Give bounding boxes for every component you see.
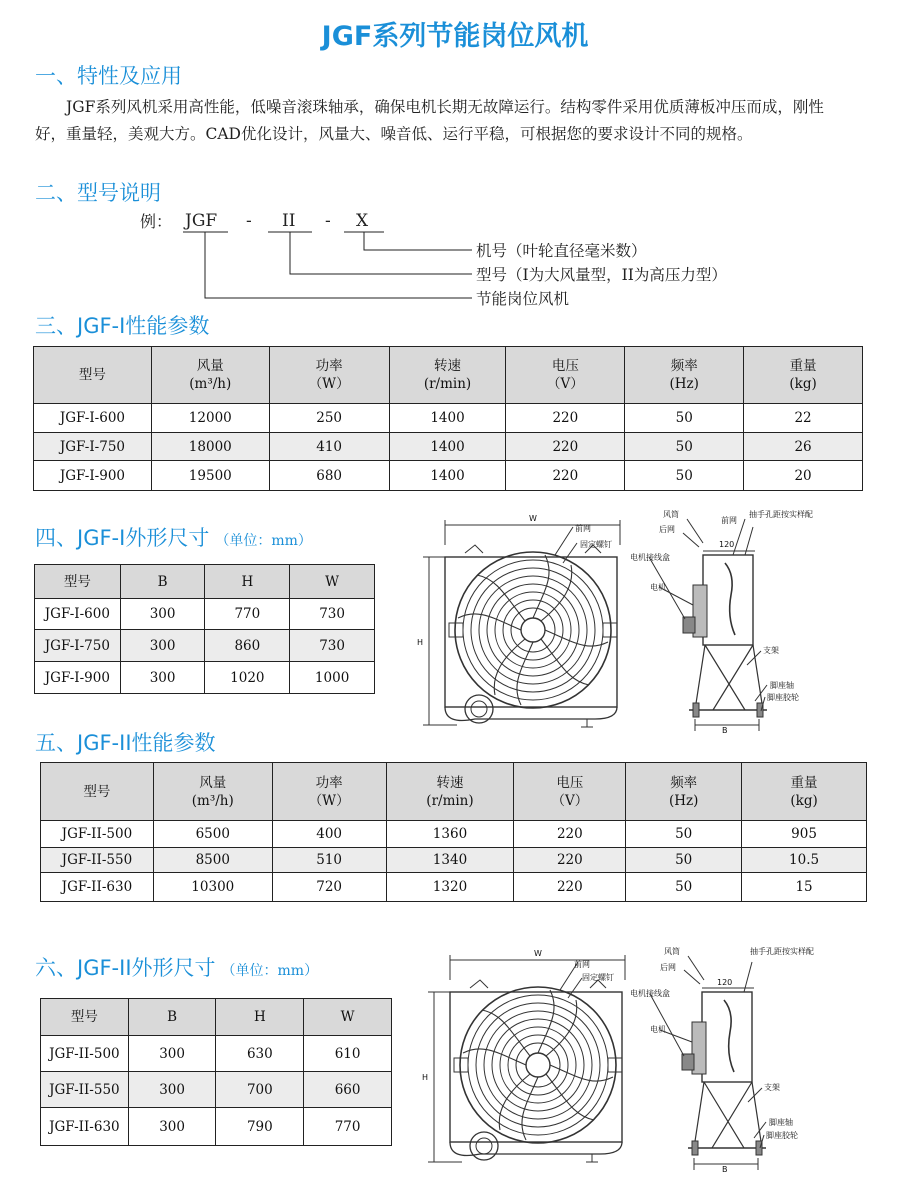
wheel — [470, 1132, 498, 1160]
table-cell: 730 — [290, 630, 375, 662]
table-cell: 300 — [120, 630, 205, 662]
label-b: B — [722, 726, 728, 735]
table-cell: 50 — [626, 821, 742, 848]
header-cell: 重量 (kg) — [744, 347, 863, 404]
leader-fixing-screw — [563, 543, 577, 563]
table-cell: 770 — [205, 599, 290, 630]
explanation-series: 节能岗位风机 — [476, 290, 570, 308]
table-cell: JGF-II-500 — [41, 821, 154, 848]
clamp-right — [603, 623, 617, 637]
jgf1-performance-table — [33, 346, 863, 491]
hub — [521, 618, 545, 642]
table-cell: 300 — [128, 1072, 216, 1108]
stand-legs — [694, 1082, 762, 1148]
code-part-type: II — [282, 211, 296, 231]
leader-size — [364, 232, 472, 250]
label-handle-note: 抽手孔距按实样配 — [749, 510, 813, 519]
table-cell: 22 — [744, 404, 863, 433]
table-cell: 510 — [272, 848, 386, 873]
section-heading-features: 一、特性及应用 — [35, 64, 182, 88]
table-cell: JGF-II-500 — [41, 1036, 129, 1072]
section-heading-jgf1-performance: 三、JGF-I性能参数 — [35, 314, 210, 338]
table-cell: 18000 — [151, 433, 269, 461]
table-cell: 20 — [744, 461, 863, 491]
label-front-grill: 前网 — [574, 960, 590, 969]
table-cell: 50 — [625, 461, 744, 491]
header-cell: 型号 — [41, 763, 154, 821]
table-cell: 1400 — [389, 404, 506, 433]
header-cell: 电压 （V） — [506, 347, 625, 404]
section-heading-jgf1-dimensions — [35, 522, 312, 552]
clamp-left — [449, 623, 463, 637]
blades — [463, 990, 613, 1140]
header-cell: 频率 (Hz) — [626, 763, 742, 821]
hub — [526, 1053, 550, 1077]
table-row — [35, 630, 375, 662]
label-junction-box: 电机接线盒 — [630, 989, 670, 998]
header-cell: 频率 (Hz) — [625, 347, 744, 404]
header-cell: W — [304, 999, 392, 1036]
table-cell: JGF-I-750 — [35, 630, 121, 662]
label-fixing-screw: 固定螺钉 — [580, 540, 612, 549]
table-cell: JGF-I-600 — [34, 404, 152, 433]
model-example-label: 例： — [140, 212, 173, 231]
clamp-left — [454, 1058, 468, 1072]
label-fixing-screw: 固定螺钉 — [582, 973, 614, 982]
table-cell: 10300 — [153, 873, 272, 902]
table-cell: 300 — [128, 1036, 216, 1072]
header-cell: B — [120, 565, 205, 599]
table-cell: 660 — [304, 1072, 392, 1108]
table-cell: JGF-I-900 — [35, 662, 121, 694]
dim-label-h: H — [422, 1073, 429, 1082]
table-row — [41, 873, 867, 902]
label-foot-shaft: 脚座轴 — [770, 681, 794, 690]
code-part-series: JGF — [185, 211, 218, 231]
table-cell: 860 — [205, 630, 290, 662]
table-cell: JGF-I-900 — [34, 461, 152, 491]
table-header-row — [35, 565, 375, 599]
junction-box — [682, 1054, 694, 1070]
header-cell: B — [128, 999, 216, 1036]
page-title: JGF系列节能岗位风机 — [321, 21, 589, 52]
table-cell: 770 — [304, 1108, 392, 1146]
table-row — [34, 461, 863, 491]
table-cell: JGF-II-630 — [41, 1108, 129, 1146]
unit-note: （单位：mm） — [221, 963, 319, 979]
table-cell: 220 — [506, 461, 625, 491]
table-cell: 6500 — [153, 821, 272, 848]
table-cell: JGF-II-630 — [41, 873, 154, 902]
table-cell: 720 — [272, 873, 386, 902]
stand-legs — [695, 645, 763, 710]
leader-series — [205, 232, 472, 298]
table-cell: JGF-I-600 — [35, 599, 121, 630]
header-cell: 电压 （V） — [514, 763, 626, 821]
header-cell: W — [290, 565, 375, 599]
label-handle-note: 抽手孔距按实样配 — [750, 947, 814, 956]
table-cell: JGF-I-750 — [34, 433, 152, 461]
table-row — [41, 1072, 392, 1108]
table-cell: 10.5 — [742, 848, 867, 873]
table-cell: JGF-II-550 — [41, 848, 154, 873]
table-row — [35, 662, 375, 694]
header-cell: 功率 （W） — [269, 347, 389, 404]
label-motor: 电机 — [650, 583, 666, 592]
table-cell: 1400 — [389, 461, 506, 491]
unit-note: （单位：mm） — [215, 533, 312, 549]
header-cell: 重量 (kg) — [742, 763, 867, 821]
table-row — [34, 404, 863, 433]
table-cell: 50 — [625, 404, 744, 433]
header-cell: 型号 — [35, 565, 121, 599]
label-stand: 支架 — [763, 646, 779, 655]
header-cell: 功率 （W） — [272, 763, 386, 821]
label-foot-wheel: 脚座胶轮 — [766, 1131, 798, 1140]
front-view — [417, 514, 620, 727]
side-view — [630, 946, 814, 1174]
label-fan-duct: 风筒 — [664, 947, 680, 956]
label-junction-box: 电机接线盒 — [630, 553, 670, 562]
table-cell: 730 — [290, 599, 375, 630]
table-cell: 12000 — [151, 404, 269, 433]
label-fan-duct: 风筒 — [663, 510, 679, 519]
jgf2-outline-drawing — [410, 940, 870, 1180]
leader-type — [290, 232, 472, 274]
label-120: 120 — [717, 978, 733, 987]
table-cell: 26 — [744, 433, 863, 461]
features-paragraph: JGF系列风机采用高性能，低噪音滚珠轴承，确保电机长期无故障运行。结构零件采用优质薄板冲压而成，刚性好，重量轻，美观大方。CAD优化设计，风量大、噪音低、运行平稳，可根据您的要求设计不同的规格。 — [35, 98, 824, 143]
table-row — [41, 1108, 392, 1146]
table-header-row — [34, 347, 863, 404]
table-cell: 680 — [269, 461, 389, 491]
table-cell: 19500 — [151, 461, 269, 491]
table-cell: 50 — [626, 873, 742, 902]
table-cell: 610 — [304, 1036, 392, 1072]
jgf2-dimension-table — [40, 998, 392, 1146]
label-rear-grill: 后网 — [660, 963, 676, 972]
jgf2-performance-table — [40, 762, 867, 902]
table-row — [41, 1036, 392, 1072]
section-heading-jgf2-performance: 五、JGF-II性能参数 — [35, 731, 216, 755]
header-cell: 风量 (m³/h) — [151, 347, 269, 404]
label-120: 120 — [719, 540, 735, 549]
table-cell: 50 — [626, 848, 742, 873]
label-front-grill: 前网 — [575, 524, 591, 533]
table-row — [35, 599, 375, 630]
header-cell: 转速 (r/min) — [386, 763, 514, 821]
table-cell: 15 — [742, 873, 867, 902]
table-cell: JGF-II-550 — [41, 1072, 129, 1108]
table-cell: 50 — [625, 433, 744, 461]
jgf1-dimension-table — [34, 564, 375, 694]
table-row — [41, 848, 867, 873]
section-heading-jgf2-dimensions — [35, 952, 318, 982]
junction-box — [683, 617, 695, 633]
table-row — [34, 433, 863, 461]
table-cell: 1360 — [386, 821, 514, 848]
clamp-right — [608, 1058, 622, 1072]
table-cell: 1000 — [290, 662, 375, 694]
leader-front-grill — [555, 527, 573, 555]
front-view — [422, 949, 625, 1162]
section6-heading-text: 六、JGF-II外形尺寸 — [35, 956, 216, 980]
table-cell: 630 — [216, 1036, 304, 1072]
table-cell: 220 — [506, 433, 625, 461]
label-foot-wheel: 脚座胶轮 — [767, 693, 799, 702]
table-cell: 220 — [506, 404, 625, 433]
header-cell: H — [205, 565, 290, 599]
header-cell: 转速 (r/min) — [389, 347, 506, 404]
table-cell: 410 — [269, 433, 389, 461]
table-cell: 700 — [216, 1072, 304, 1108]
table-cell: 300 — [120, 599, 205, 630]
table-cell: 300 — [120, 662, 205, 694]
side-view — [630, 509, 813, 735]
explanation-type: 型号（I为大风量型，II为高压力型） — [476, 266, 727, 284]
table-cell: 300 — [128, 1108, 216, 1146]
table-cell: 790 — [216, 1108, 304, 1146]
table-cell: 1320 — [386, 873, 514, 902]
table-cell: 1340 — [386, 848, 514, 873]
dim-label-w: W — [534, 949, 542, 958]
table-cell: 905 — [742, 821, 867, 848]
label-front-grill-side: 前网 — [721, 516, 737, 525]
label-motor: 电机 — [650, 1025, 666, 1034]
code-part-dash-2: - — [325, 211, 331, 231]
table-cell: 220 — [514, 873, 626, 902]
dim-label-h: H — [417, 638, 424, 647]
table-cell: 8500 — [153, 848, 272, 873]
blades — [458, 555, 608, 705]
header-cell: 型号 — [34, 347, 152, 404]
table-header-row — [41, 763, 867, 821]
label-rear-grill: 后网 — [659, 525, 675, 534]
header-cell: H — [216, 999, 304, 1036]
table-row — [41, 821, 867, 848]
table-cell: 250 — [269, 404, 389, 433]
table-cell: 400 — [272, 821, 386, 848]
table-cell: 220 — [514, 848, 626, 873]
label-stand: 支架 — [764, 1083, 780, 1092]
jgf1-outline-drawing — [405, 505, 865, 745]
table-cell: 1400 — [389, 433, 506, 461]
code-part-size: X — [356, 211, 369, 231]
table-header-row — [41, 999, 392, 1036]
table-cell: 1020 — [205, 662, 290, 694]
label-b: B — [722, 1165, 728, 1174]
label-foot-shaft: 脚座轴 — [769, 1118, 793, 1127]
code-part-dash-1: - — [246, 211, 252, 231]
header-cell: 型号 — [41, 999, 129, 1036]
dim-label-w: W — [529, 514, 537, 523]
header-cell: 风量 (m³/h) — [153, 763, 272, 821]
section4-heading-text: 四、JGF-I外形尺寸 — [35, 526, 210, 550]
leader-fixing-screw — [568, 978, 582, 998]
explanation-size: 机号（叶轮直径毫米数） — [476, 242, 647, 260]
section-heading-model: 二、型号说明 — [35, 181, 161, 205]
table-cell: 220 — [514, 821, 626, 848]
